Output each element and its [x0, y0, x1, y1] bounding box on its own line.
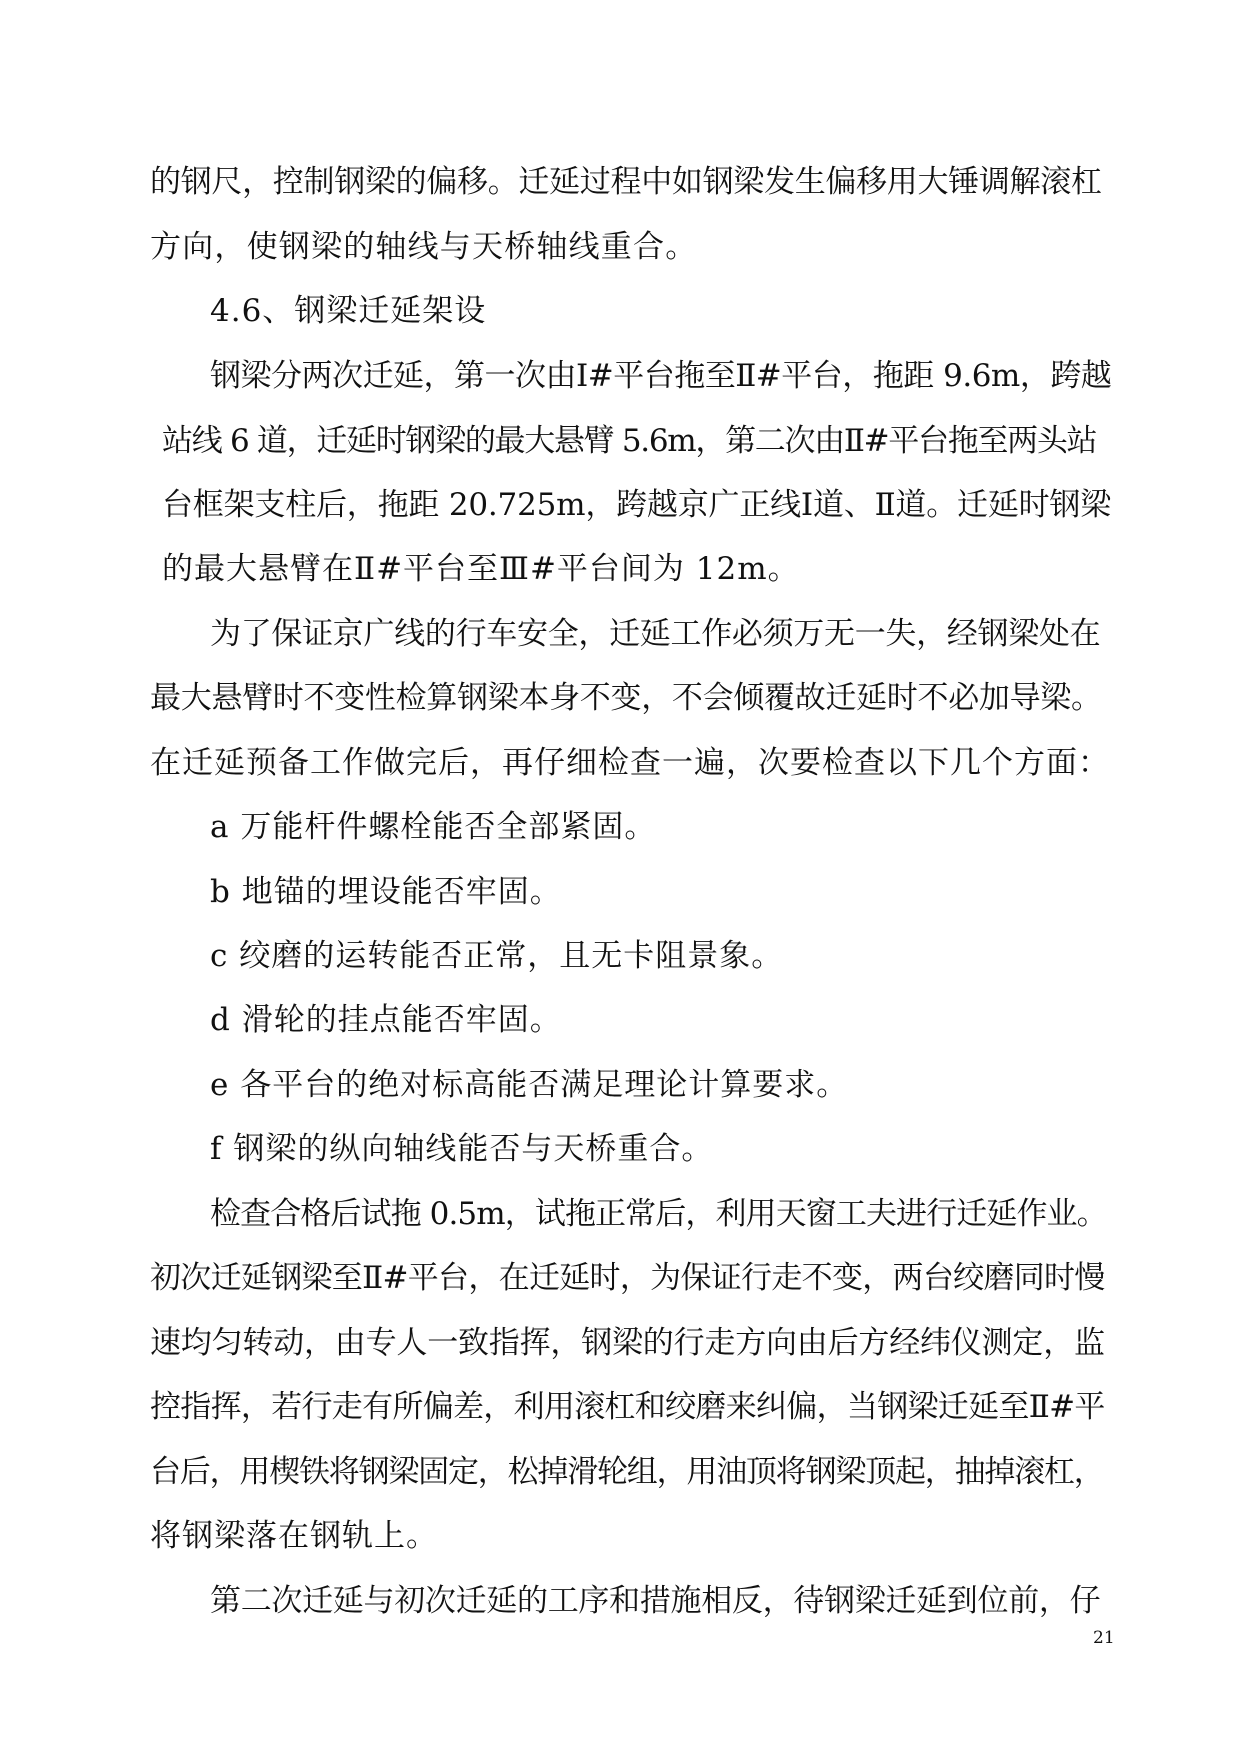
- text-line: 的最大悬臂在Ⅱ#平台至Ⅲ#平台间为 12m。: [162, 551, 800, 587]
- text-line: 初次迁延钢梁至Ⅱ#平台，在迁延时，为保证行走不变，两台绞磨同时慢: [150, 1260, 1105, 1296]
- text-line: 为了保证京广线的行车安全，迁延工作必须万无一失，经钢梁处在: [210, 616, 1101, 652]
- page-number: 21: [1093, 1628, 1115, 1648]
- section-heading: 4.6、钢梁迁延架设: [210, 293, 487, 329]
- text-line: 的钢尺，控制钢梁的偏移。迁延过程中如钢梁发生偏移用大锤调解滚杠: [150, 164, 1102, 200]
- text-line: 在迁延预备工作做完后，再仔细检查一遍，次要检查以下几个方面：: [150, 745, 1110, 781]
- list-item: a 万能杆件螺栓能否全部紧固。: [210, 809, 657, 845]
- list-item: f 钢梁的纵向轴线能否与天桥重合。: [210, 1131, 714, 1167]
- text-line: 最大悬臂时不变性检算钢梁本身不变，不会倾覆故迁延时不必加导梁。: [150, 680, 1102, 716]
- list-item: b 地锚的埋设能否牢固。: [210, 874, 562, 910]
- text-line: 第二次迁延与初次迁延的工序和措施相反，待钢梁迁延到位前，仔: [210, 1583, 1101, 1619]
- list-item: d 滑轮的挂点能否牢固。: [210, 1002, 562, 1038]
- text-line: 控指挥，若行走有所偏差，利用滚杠和绞磨来纠偏，当钢梁迁延至Ⅱ#平: [150, 1389, 1105, 1425]
- text-line: 台框架支柱后，拖距 20.725m，跨越京广正线Ⅰ道、Ⅱ道。迁延时钢梁: [162, 487, 1112, 523]
- text-line: 检查合格后试拖 0.5m，试拖正常后，利用天窗工夫进行迁延作业。: [210, 1196, 1107, 1232]
- text-line: 方向，使钢梁的轴线与天桥轴线重合。: [150, 229, 698, 265]
- text-line: 站线 6 道，迁延时钢梁的最大悬臂 5.6m，第二次由Ⅱ#平台拖至两头站: [162, 423, 1097, 459]
- list-item: c 绞磨的运转能否正常，且无卡阻景象。: [210, 938, 784, 974]
- text-line: 钢梁分两次迁延，第一次由Ⅰ#平台拖至Ⅱ#平台，拖距 9.6m，跨越: [210, 358, 1112, 394]
- text-line: 将钢梁落在钢轨上。: [150, 1518, 438, 1554]
- list-item: e 各平台的绝对标高能否满足理论计算要求。: [210, 1067, 849, 1103]
- text-line: 速均匀转动，由专人一致指挥，钢梁的行走方向由后方经纬仪测定，监: [150, 1325, 1105, 1361]
- text-line: 台后，用楔铁将钢梁固定，松掉滑轮组，用油顶将钢梁顶起，抽掉滚杠，: [150, 1454, 1104, 1490]
